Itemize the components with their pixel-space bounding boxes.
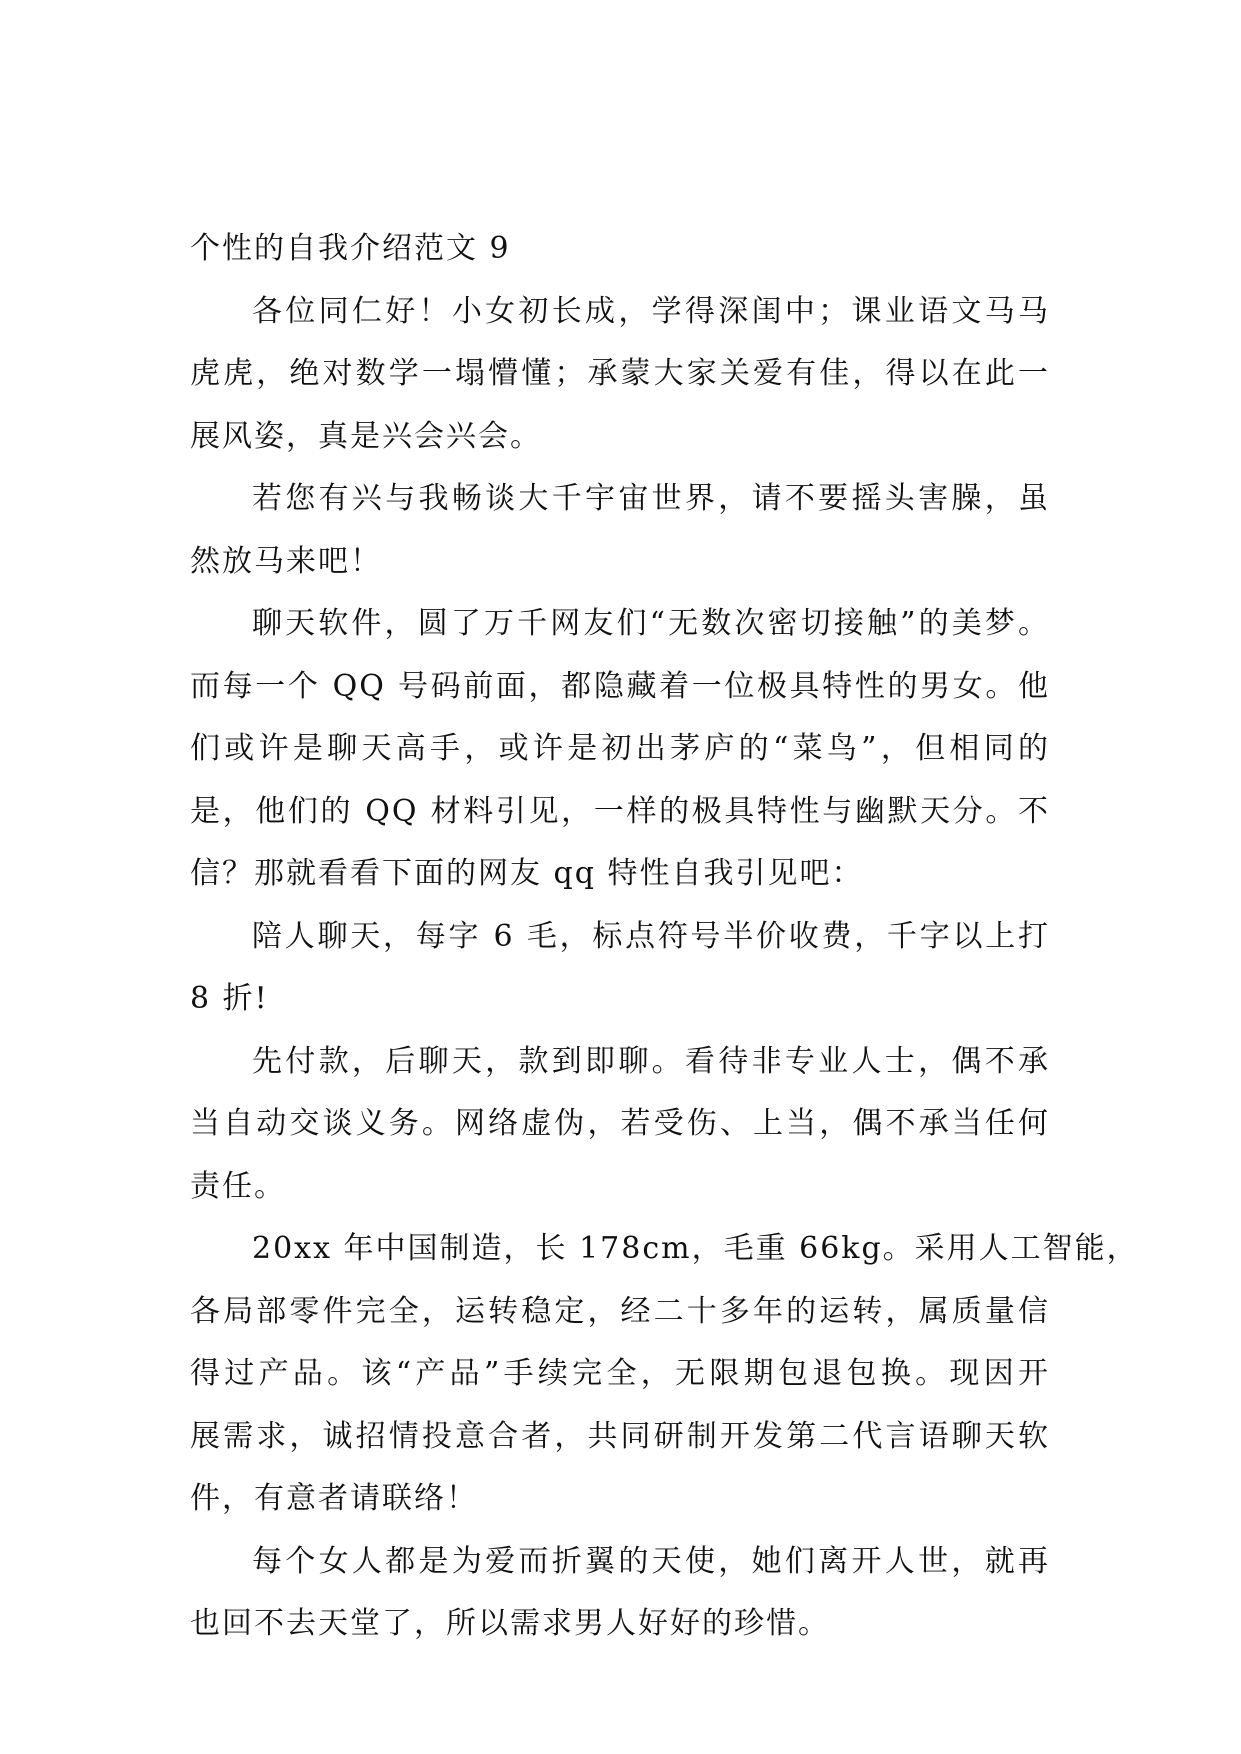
text-line: 每个女人都是为爱而折翼的天使，她们离开人世，就再 [252, 1543, 1050, 1579]
text-line: 8 折! [190, 981, 269, 1016]
text-line: 陪人聊天，每字 6 毛，标点符号半价收费，千字以上打 [252, 918, 1050, 954]
text-line: 责任。 [190, 1168, 286, 1204]
paragraph [190, 906, 1050, 1031]
page-title: 个性的自我介绍范文 9 [190, 231, 511, 266]
text-line: 件，有意者请联络！ [190, 1481, 478, 1516]
text-line: 然放马来吧！ [190, 543, 382, 579]
paragraph [190, 593, 1050, 906]
text-line: 各位同仁好！小女初长成，学得深闺中；课业语文马马 [252, 293, 1050, 329]
text-line: 虎虎，绝对数学一塌懵懂；承蒙大家关爱有佳，得以在此一 [190, 356, 1050, 391]
text-line: 先付款，后聊天，款到即聊。看待非专业人士，偶不承 [252, 1043, 1050, 1079]
text-line: 展风姿，真是兴会兴会。 [190, 418, 542, 454]
paragraph [190, 468, 1050, 593]
text-line: 聊天软件，圆了万千网友们“无数次密切接触”的美梦。 [252, 606, 1050, 641]
text-line: 展需求，诚招情投意合者，共同研制开发第二代言语聊天软 [190, 1418, 1050, 1454]
paragraph [190, 1531, 1050, 1656]
text-line: 信？那就看看下面的网友 qq 特性自我引见吧： [190, 856, 864, 891]
text-line: 们或许是聊天高手，或许是初出茅庐的“菜鸟”，但相同的 [190, 731, 1050, 766]
paragraph [190, 1218, 1139, 1531]
text-line: 若您有兴与我畅谈大千宇宙世界，请不要摇头害臊，虽 [252, 481, 1050, 516]
text-line: 是，他们的 QQ 材料引见，一样的极具特性与幽默天分。不 [190, 793, 1050, 829]
text-line: 各局部零件完全，运转稳定，经二十多年的运转，属质量信 [190, 1293, 1050, 1329]
paragraph [190, 1031, 1050, 1219]
text-line: 而每一个 QQ 号码前面，都隐藏着一位极具特性的男女。他 [190, 668, 1050, 704]
text-line: 20xx 年中国制造，长 178cm，毛重 66kg。采用人工智能， [252, 1231, 1139, 1266]
text-line: 得过产品。该“产品”手续完全，无限期包退包换。现因开 [190, 1356, 1050, 1391]
text-line: 也回不去天堂了，所以需求男人好好的珍惜。 [190, 1606, 830, 1641]
document-body [190, 218, 1139, 1656]
text-line: 当自动交谈义务。网络虚伪，若受伤、上当，偶不承当任何 [190, 1106, 1050, 1141]
paragraph [190, 281, 1050, 469]
